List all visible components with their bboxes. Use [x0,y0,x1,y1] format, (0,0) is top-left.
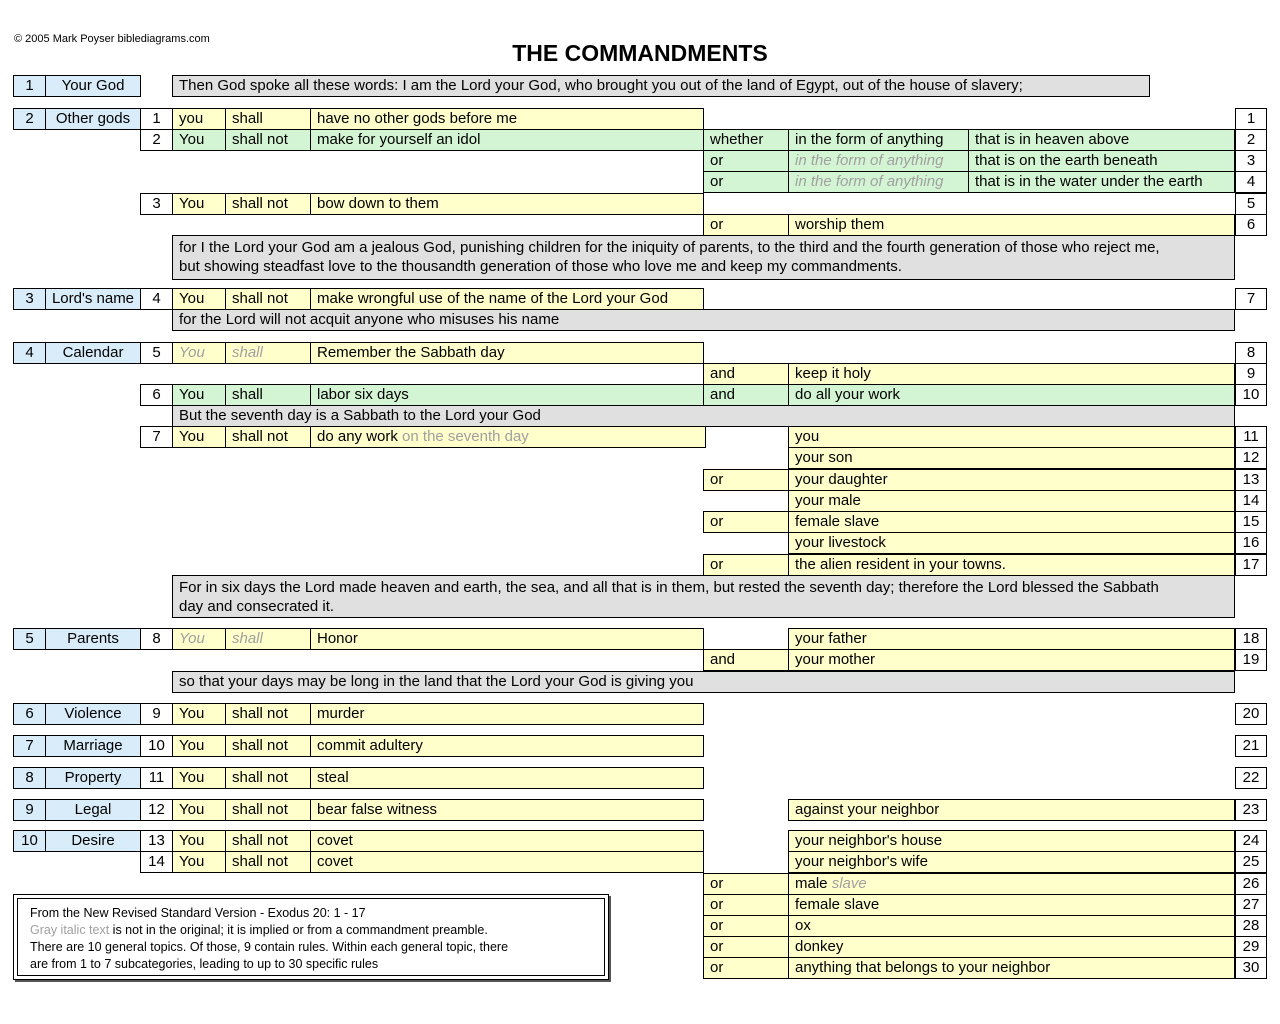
rule-number: 1 [140,108,173,130]
rule-number: 10 [140,735,173,757]
rule-object: anything that belongs to your neighbor [788,957,1235,979]
connector: or [703,554,789,576]
rule-modal-implied: shall [225,342,311,364]
rule-modal: shall not [225,129,311,151]
legend-line: are from 1 to 7 subcategories, leading to up to 30 specific rules [30,957,379,971]
rule-object: female slave [788,894,1235,916]
preamble: Then God spoke all these words: I am the Lord your God, who brought you out of the land of Egypt, out of the house of slavery; [172,75,1150,97]
rule-modal: shall not [225,851,311,873]
rule-number: 11 [140,767,173,789]
topic-number: 7 [13,735,46,757]
rule-modal: shall not [225,193,311,215]
rule-verb: bow down to them [310,193,704,215]
rule-object: your son [788,447,1235,469]
rule-object: against your neighbor [788,799,1235,821]
rule-object: your daughter [788,469,1235,491]
rule-verb: commit adultery [310,735,704,757]
specific-rule-number: 3 [1235,150,1267,172]
idol-form: in the form of anything [788,129,969,151]
specific-rule-number: 27 [1235,894,1267,916]
rule-object: the alien resident in your towns. [788,554,1235,576]
topic-name: Property [45,767,141,789]
legend-line-rest: is not in the original; it is implied or from a commandment preamble. [109,923,488,937]
rule-subject: You [172,426,226,448]
rule-modal: shall not [225,830,311,852]
specific-rule-number: 29 [1235,936,1267,958]
specific-rule-number: 20 [1235,703,1267,725]
topic-number: 3 [13,288,46,310]
topic-number: 4 [13,342,46,364]
connector: whether [703,129,789,151]
rule-verb: covet [310,851,704,873]
rule-object: your father [788,628,1235,650]
rule-verb-implied: on the seventh day [402,428,529,445]
rule-object: your neighbor's wife [788,851,1235,873]
specific-rule-number: 10 [1235,384,1267,406]
rule-verb: covet [310,830,704,852]
connector: or [703,150,789,172]
idol-location: that is in the water under the earth [968,171,1235,193]
connector: or [703,915,789,937]
rule-object [788,873,1235,895]
topic-name: Legal [45,799,141,821]
specific-rule-number: 1 [1235,108,1267,130]
specific-rule-number: 8 [1235,342,1267,364]
idol-form-implied: in the form of anything [788,150,969,172]
explanation-line: day and consecrated it. [179,598,335,615]
specific-rule-number: 12 [1235,447,1267,469]
specific-rule-number: 6 [1235,214,1267,236]
specific-rule-number: 22 [1235,767,1267,789]
rule-subject: You [172,703,226,725]
rule-object: donkey [788,936,1235,958]
connector: or [703,171,789,193]
rule-object: your mother [788,649,1235,671]
rule-number: 13 [140,830,173,852]
rule-verb: make wrongful use of the name of the Lord your God [310,288,704,310]
rule-verb: bear false witness [310,799,704,821]
specific-rule-number: 5 [1235,193,1267,215]
rule-subject: You [172,799,226,821]
connector: or [703,511,789,533]
specific-rule-number: 18 [1235,628,1267,650]
specific-rule-number: 14 [1235,490,1267,512]
topic-name: Parents [45,628,141,650]
rule-subject: You [172,735,226,757]
specific-rule-number: 25 [1235,851,1267,873]
idol-location: that is in heaven above [968,129,1235,151]
rule-verb: steal [310,767,704,789]
rule-object: female slave [788,511,1235,533]
rule-number: 7 [140,426,173,448]
specific-rule-number: 21 [1235,735,1267,757]
rule-verb: have no other gods before me [310,108,704,130]
legend-gray-sample: Gray italic text [30,923,110,937]
rule-number: 12 [140,799,173,821]
rule-object-implied: slave [831,875,867,892]
rule-modal: shall not [225,799,311,821]
connector: or [703,873,789,895]
explanation-line: For in six days the Lord made heaven and earth, the sea, and all that is in them, but rested the seventh day; therefore the Lord blessed the Sabbath [179,579,1159,596]
rule-subject: You [172,851,226,873]
rule-object: you [788,426,1235,448]
rule-modal: shall not [225,426,311,448]
connector: or [703,957,789,979]
connector: or [703,894,789,916]
explanation [172,575,1235,618]
rule-subject: You [172,384,226,406]
specific-rule-number: 16 [1235,532,1267,554]
specific-rule-number: 24 [1235,830,1267,852]
rule-object: your livestock [788,532,1235,554]
copyright: © 2005 Mark Poyser biblediagrams.com [14,33,210,45]
explanation: for the Lord will not acquit anyone who misuses his name [172,309,1235,331]
rule-modal: shall not [225,735,311,757]
topic-name: Desire [45,830,141,852]
specific-rule-number: 30 [1235,957,1267,979]
specific-rule-number: 19 [1235,649,1267,671]
connector: and [703,649,789,671]
connector: or [703,214,789,236]
topic-number: 2 [13,108,46,130]
specific-rule-number: 13 [1235,469,1267,491]
rule-subject-implied: You [172,342,226,364]
explanation: But the seventh day is a Sabbath to the Lord your God [172,405,1235,427]
specific-rule-number: 15 [1235,511,1267,533]
specific-rule-number: 28 [1235,915,1267,937]
rule-modal: shall not [225,703,311,725]
topic-number: 9 [13,799,46,821]
rule-number: 4 [140,288,173,310]
rule-number: 5 [140,342,173,364]
topic-number: 6 [13,703,46,725]
connector: and [703,384,789,406]
legend-line: There are 10 general topics. Of those, 9 contain rules. Within each general topic, there [30,940,509,954]
specific-rule-number: 11 [1235,426,1267,448]
rule-verb: make for yourself an idol [310,129,704,151]
rule-subject-implied: You [172,628,226,650]
rule-modal-implied: shall [225,628,311,650]
topic-name: Your God [45,75,141,97]
rule-verb: murder [310,703,704,725]
legend-inner [17,898,605,976]
connector: and [703,363,789,385]
rule-object: your male [788,490,1235,512]
topic-name: Violence [45,703,141,725]
rule-verb: Honor [310,628,704,650]
specific-rule-number: 7 [1235,288,1267,310]
rule-modal: shall [225,384,311,406]
rule-subject: You [172,129,226,151]
explanation-line: but showing steadfast love to the thousandth generation of those who love me and keep my commandments. [179,258,902,275]
explanation: so that your days may be long in the land that the Lord your God is giving you [172,671,1235,693]
rule-modal: shall not [225,288,311,310]
specific-rule-number: 17 [1235,554,1267,576]
rule-modal: shall not [225,767,311,789]
specific-rule-number: 2 [1235,129,1267,151]
rule-modal: shall [225,108,311,130]
rule-number: 9 [140,703,173,725]
rule-object: worship them [788,214,1235,236]
rule-subject: You [172,767,226,789]
specific-rule-number: 4 [1235,171,1267,193]
topic-number: 10 [13,830,46,852]
legend-box [13,894,609,980]
page-title: THE COMMANDMENTS [512,40,768,66]
connector: or [703,936,789,958]
rule-subject: You [172,830,226,852]
topic-name: Calendar [45,342,141,364]
topic-name: Marriage [45,735,141,757]
rule-verb: labor six days [310,384,704,406]
rule-verb: Remember the Sabbath day [310,342,704,364]
rule-number: 8 [140,628,173,650]
rule-object: ox [788,915,1235,937]
idol-form-implied: in the form of anything [788,171,969,193]
rule-number: 14 [140,851,173,873]
topic-name: Lord's name [45,288,141,310]
idol-location: that is on the earth beneath [968,150,1235,172]
explanation-line: for I the Lord your God am a jealous God, punishing children for the iniquity of parents, to the third and the fourth generation of those who reject me, [179,239,1160,256]
rule-subject: You [172,288,226,310]
legend-line [30,922,592,939]
connector: or [703,469,789,491]
rule-number: 2 [140,129,173,151]
specific-rule-number: 23 [1235,799,1267,821]
rule-number: 3 [140,193,173,215]
rule-verb [310,426,706,448]
rule-object-text: male [795,875,828,892]
specific-rule-number: 26 [1235,873,1267,895]
explanation [172,235,1235,280]
specific-rule-number: 9 [1235,363,1267,385]
topic-name: Other gods [45,108,141,130]
topic-number: 1 [13,75,46,97]
rule-object: do all your work [788,384,1235,406]
rule-verb-text: do any work [317,428,398,445]
legend-line: From the New Revised Standard Version - Exodus 20: 1 - 17 [30,906,366,920]
topic-number: 8 [13,767,46,789]
rule-object: keep it holy [788,363,1235,385]
rule-object: your neighbor's house [788,830,1235,852]
rule-subject: You [172,193,226,215]
rule-number: 6 [140,384,173,406]
rule-subject: you [172,108,226,130]
topic-number: 5 [13,628,46,650]
